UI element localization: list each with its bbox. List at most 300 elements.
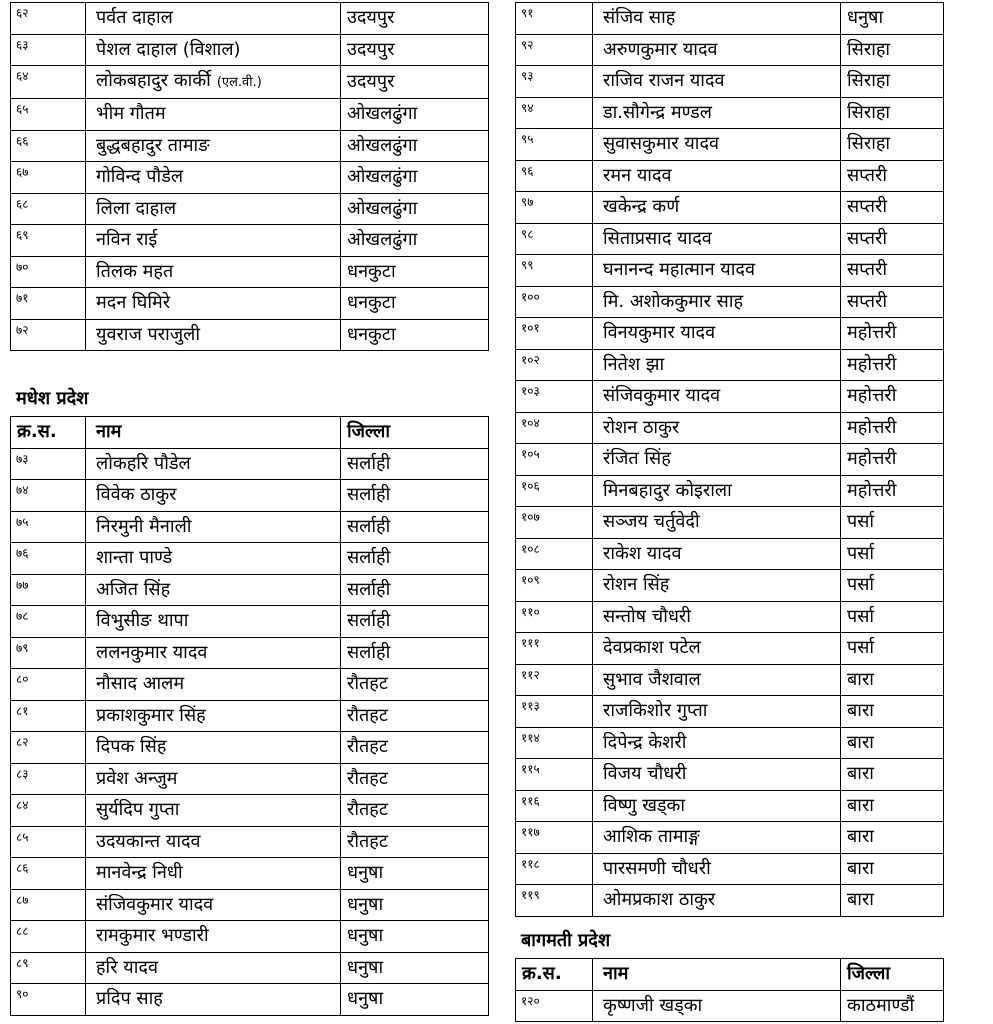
candidate-name [593,759,841,791]
district: रौतहट [341,795,489,827]
candidate-name [593,790,841,822]
table-row [11,606,489,638]
candidate-name [593,727,841,759]
right-top-table [515,2,944,917]
table-row [11,256,489,288]
table-row [11,826,489,858]
candidate-name-text: मानवेन्द्र निधी [96,862,183,884]
district: ओखलढुंगा [341,225,489,257]
serial-number: ६५ [11,99,86,131]
candidate-name [86,889,341,921]
candidate-name [86,288,341,320]
serial-number: ८६ [11,858,86,890]
table-row [516,696,944,728]
district: पर्सा [841,538,944,570]
candidate-name [593,34,841,66]
sn-header: क्र.स. [516,959,593,991]
district: बारा [841,822,944,854]
serial-number: ८४ [11,795,86,827]
candidate-name-text: हरि यादव [96,956,158,978]
district: धनुषा [841,3,944,35]
candidate-name-text: विनयकुमार यादव [603,322,716,344]
serial-number: ७१ [11,288,86,320]
candidate-name-note: (एल.वी.) [216,75,262,90]
district: बारा [841,790,944,822]
district: काठमाण्डौं [841,990,944,1022]
candidate-name [86,732,341,764]
candidate-name-text: राजकिशोर गुप्ता [603,700,708,722]
candidate-name-text: संजिवकुमार यादव [96,893,214,915]
table-row [11,700,489,732]
serial-number: १०९ [516,570,593,602]
candidate-name-text: संजिवकुमार यादव [603,385,721,407]
candidate-name [593,192,841,224]
candidate-name [593,160,841,192]
serial-number: ८३ [11,763,86,795]
serial-number: ७२ [11,319,86,351]
table-row [516,192,944,224]
candidate-name [593,66,841,98]
candidate-name [86,606,341,638]
district: रौतहट [341,763,489,795]
table-row [516,3,944,35]
madhesh-heading: मधेश प्रदेश [16,388,89,409]
serial-number: ११० [516,601,593,633]
candidate-name-text: देवप्रकाश पटेल [603,637,701,659]
candidate-name-text: भीम गौतम [96,103,166,125]
district: बारा [841,727,944,759]
bagmati-tbody [516,990,944,1022]
table-row [11,763,489,795]
candidate-name [593,570,841,602]
table-row [516,538,944,570]
serial-number: ९९ [516,255,593,287]
district-header: जिल्ला [341,417,489,449]
candidate-name-text: मि. अशोककुमार साह [603,290,744,312]
serial-number: ६६ [11,130,86,162]
serial-number: ६८ [11,193,86,225]
candidate-name-text: रंजित सिंह [603,448,671,470]
table-row [516,822,944,854]
district: महोत्तरी [841,412,944,444]
candidate-name-text: गोविन्द पौडेल [96,166,184,188]
candidate-name-text: नितेश झा [603,353,665,375]
table-row [11,984,489,1016]
serial-number: ११४ [516,727,593,759]
table-row [516,412,944,444]
table-row [516,97,944,129]
district-header: जिल्ला [841,959,944,991]
district: सिराहा [841,129,944,161]
candidate-name-text: रोशन ठाकुर [603,416,680,438]
serial-number: ६३ [11,34,86,66]
table-row [11,193,489,225]
serial-number: ६२ [11,3,86,35]
candidate-name-text: विवेक ठाकुर [96,484,177,506]
table-row [11,858,489,890]
candidate-name [593,601,841,633]
table-row [516,381,944,413]
candidate-name-text: सुर्यदिप गुप्ता [96,799,180,821]
district: धनकुटा [341,319,489,351]
candidate-name [86,130,341,162]
serial-number: ११५ [516,759,593,791]
serial-number: १०६ [516,475,593,507]
district: सप्तरी [841,192,944,224]
table-row [11,480,489,512]
district: सर्लाही [341,606,489,638]
candidate-name-text: अजित सिंह [96,578,171,600]
table-row [11,99,489,131]
serial-number: ८९ [11,952,86,984]
table-row [516,34,944,66]
candidate-name-text: विभुसीङ थापा [96,610,189,632]
candidate-name [593,475,841,507]
candidate-name-text: खकेन्द्र कर्ण [603,196,680,218]
district: धनुषा [341,889,489,921]
district: महोत्तरी [841,381,944,413]
serial-number: ११६ [516,790,593,822]
candidate-name-text: प्रवेश अन्जुम [96,767,178,789]
candidate-name [86,66,341,99]
candidate-name [86,984,341,1016]
district: रौतहट [341,700,489,732]
candidate-name [593,990,841,1022]
serial-number: ८८ [11,921,86,953]
district: उदयपुर [341,34,489,66]
serial-number: १०३ [516,381,593,413]
candidate-name-text: तिलक महत [96,260,174,282]
candidate-name-text: निरमुनी मैनाली [96,515,192,537]
candidate-name-text: राजिव राजन यादव [603,70,725,92]
left-top-tbody [11,3,489,351]
candidate-name [593,223,841,255]
district: ओखलढुंगा [341,162,489,194]
serial-number: ९८ [516,223,593,255]
district: रौतहट [341,732,489,764]
district: पर्सा [841,570,944,602]
district: धनुषा [341,921,489,953]
table-row [11,225,489,257]
table-row [11,66,489,99]
serial-number: ७६ [11,543,86,575]
serial-number: ६४ [11,66,86,99]
candidate-name [593,129,841,161]
candidate-name-text: कृष्णजी खड्का [603,994,703,1016]
candidate-name-text: सुवासकुमार यादव [603,133,720,155]
table-row [11,288,489,320]
serial-number: ७४ [11,480,86,512]
serial-number: ९० [11,984,86,1016]
candidate-name [86,99,341,131]
district: सप्तरी [841,160,944,192]
table-row [516,633,944,665]
candidate-name-text: सन्तोष चौधरी [603,605,691,627]
district: सप्तरी [841,255,944,287]
table-row [11,637,489,669]
candidate-name [593,538,841,570]
madhesh-tbody [11,448,489,1015]
candidate-name-text: प्रदिप साह [96,988,163,1010]
serial-number: ९५ [516,129,593,161]
candidate-name [86,574,341,606]
candidate-name-text: दिपक सिंह [96,736,167,758]
candidate-name-text: पर्वत दाहाल [96,7,173,29]
district: बारा [841,664,944,696]
serial-number: ९६ [516,160,593,192]
candidate-name [593,97,841,129]
serial-number: ७५ [11,511,86,543]
candidate-name [593,318,841,350]
table-row [11,34,489,66]
name-header: नाम [593,959,841,991]
table-row [11,889,489,921]
candidate-name [593,507,841,539]
district: उदयपुर [341,3,489,35]
serial-number: १०८ [516,538,593,570]
candidate-name-text: ओमप्रकाश ठाकुर [603,889,716,911]
candidate-name-text: नौसाद आलम [96,673,185,695]
candidate-name [86,637,341,669]
district: उदयपुर [341,66,489,99]
candidate-name [86,225,341,257]
table-row [516,790,944,822]
table-row [516,349,944,381]
table-row [516,570,944,602]
candidate-name [86,921,341,953]
district: धनकुटा [341,256,489,288]
serial-number: ९७ [516,192,593,224]
district: पर्सा [841,507,944,539]
candidate-name [86,256,341,288]
bagmati-header-row [516,959,944,991]
candidate-name-text: डा.सौगेन्द्र मण्डल [603,101,712,123]
candidate-name [593,412,841,444]
candidate-name [593,255,841,287]
district: महोत्तरी [841,444,944,476]
serial-number: ९४ [516,97,593,129]
serial-number: ९१ [516,3,593,35]
table-row [11,511,489,543]
candidate-name [86,763,341,795]
candidate-name [86,511,341,543]
candidate-name-text: नविन राई [96,229,158,251]
table-row [11,543,489,575]
district: रौतहट [341,826,489,858]
serial-number: ११२ [516,664,593,696]
table-row [516,507,944,539]
candidate-name [593,633,841,665]
serial-number: ७३ [11,448,86,480]
candidate-name-text: सुभाव जैशवाल [603,668,701,690]
bagmati-table [515,958,944,1022]
serial-number: १०५ [516,444,593,476]
table-row [11,319,489,351]
table-row [11,162,489,194]
table-row [516,990,944,1022]
table-row [516,727,944,759]
district: सर्लाही [341,480,489,512]
table-row [516,223,944,255]
candidate-name [593,696,841,728]
district: बारा [841,853,944,885]
district: धनुषा [341,858,489,890]
candidate-name [86,669,341,701]
district: बारा [841,759,944,791]
candidate-name-text: बुद्धबहादुर तामाङ [96,134,210,156]
candidate-name-text: मिनबहादुर कोइराला [603,479,732,501]
table-row [11,3,489,35]
candidate-name [86,193,341,225]
madhesh-header-row [11,417,489,449]
table-row [516,885,944,917]
table-row [11,448,489,480]
district: ओखलढुंगा [341,130,489,162]
serial-number: ८० [11,669,86,701]
candidate-name-text: रोशन सिंह [603,574,670,596]
district: सर्लाही [341,574,489,606]
table-row [11,921,489,953]
candidate-name [86,543,341,575]
district: बारा [841,696,944,728]
table-row [11,732,489,764]
candidate-name-text: राकेश यादव [603,542,682,564]
serial-number: १०१ [516,318,593,350]
district: सिराहा [841,34,944,66]
district: सर्लाही [341,543,489,575]
name-header: नाम [86,417,341,449]
candidate-name-text: पेशल दाहाल (विशाल) [96,38,241,60]
district: धनुषा [341,984,489,1016]
serial-number: ११९ [516,885,593,917]
candidate-name-text: पारसमणी चौधरी [603,857,711,879]
madhesh-table [10,416,489,1016]
district: पर्सा [841,633,944,665]
serial-number: ११३ [516,696,593,728]
candidate-name-text: रमन यादव [603,164,672,186]
candidate-name [86,700,341,732]
candidate-name [86,826,341,858]
candidate-name [593,822,841,854]
district: पर्सा [841,601,944,633]
serial-number: १०० [516,286,593,318]
district: सर्लाही [341,448,489,480]
table-row [516,853,944,885]
candidate-name [593,381,841,413]
candidate-name [86,448,341,480]
table-row [11,130,489,162]
serial-number: ९२ [516,34,593,66]
candidate-name-text: लोकबहादुर कार्की [96,70,211,91]
candidate-name-text: संजिव साह [603,7,676,29]
serial-number: ९३ [516,66,593,98]
district: रौतहट [341,669,489,701]
district: सिराहा [841,66,944,98]
candidate-name-text: प्रकाशकुमार सिंह [96,704,206,726]
candidate-name [86,795,341,827]
serial-number: ७९ [11,637,86,669]
table-row [516,318,944,350]
candidate-name-text: सञ्जय चर्तुवेदी [603,511,700,533]
serial-number: ८५ [11,826,86,858]
serial-number: १२० [516,990,593,1022]
district: सप्तरी [841,286,944,318]
district: सप्तरी [841,223,944,255]
candidate-name [593,885,841,917]
serial-number: १०२ [516,349,593,381]
district: महोत्तरी [841,318,944,350]
district: सर्लाही [341,511,489,543]
table-row [516,255,944,287]
candidate-name-text: युवराज पराजुली [96,323,201,345]
candidate-name [593,349,841,381]
candidate-name [86,858,341,890]
bagmati-heading: बागमती प्रदेश [521,930,611,951]
table-row [516,475,944,507]
candidate-name [593,286,841,318]
serial-number: ८२ [11,732,86,764]
candidate-name-text: रामकुमार भण्डारी [96,925,209,947]
serial-number: ६७ [11,162,86,194]
candidate-name [86,34,341,66]
candidate-name-text: मदन घिमिरे [96,292,171,314]
candidate-name [593,3,841,35]
table-row [516,129,944,161]
candidate-name [86,3,341,35]
serial-number: ११७ [516,822,593,854]
table-row [516,286,944,318]
candidate-name [593,853,841,885]
sn-header: क्र.स. [11,417,86,449]
candidate-name-text: शान्ता पाण्डे [96,547,173,569]
candidate-name [593,444,841,476]
serial-number: ११८ [516,853,593,885]
candidate-name [593,664,841,696]
candidate-name [86,952,341,984]
candidate-name-text: ललनकुमार यादव [96,641,208,663]
serial-number: १०४ [516,412,593,444]
table-row [516,601,944,633]
serial-number: ८७ [11,889,86,921]
candidate-name [86,162,341,194]
table-row [11,669,489,701]
serial-number: ७० [11,256,86,288]
candidate-name-text: उदयकान्त यादव [96,830,201,852]
candidate-name [86,480,341,512]
table-row [516,664,944,696]
district: धनकुटा [341,288,489,320]
serial-number: ८१ [11,700,86,732]
table-row [516,160,944,192]
candidate-name-text: विष्णु खड्का [603,794,686,816]
district: बारा [841,885,944,917]
table-row [11,574,489,606]
candidate-name-text: विजय चौधरी [603,763,687,785]
district: सिराहा [841,97,944,129]
candidate-name-text: लिला दाहाल [96,197,177,219]
candidate-name-text: अरुणकुमार यादव [603,38,718,60]
table-row [516,66,944,98]
district: महोत्तरी [841,349,944,381]
serial-number: १११ [516,633,593,665]
serial-number: ६९ [11,225,86,257]
candidate-name-text: लोकहरि पौडेल [96,452,191,474]
serial-number: १०७ [516,507,593,539]
candidate-name [86,319,341,351]
district: ओखलढुंगा [341,193,489,225]
district: महोत्तरी [841,475,944,507]
table-row [516,444,944,476]
